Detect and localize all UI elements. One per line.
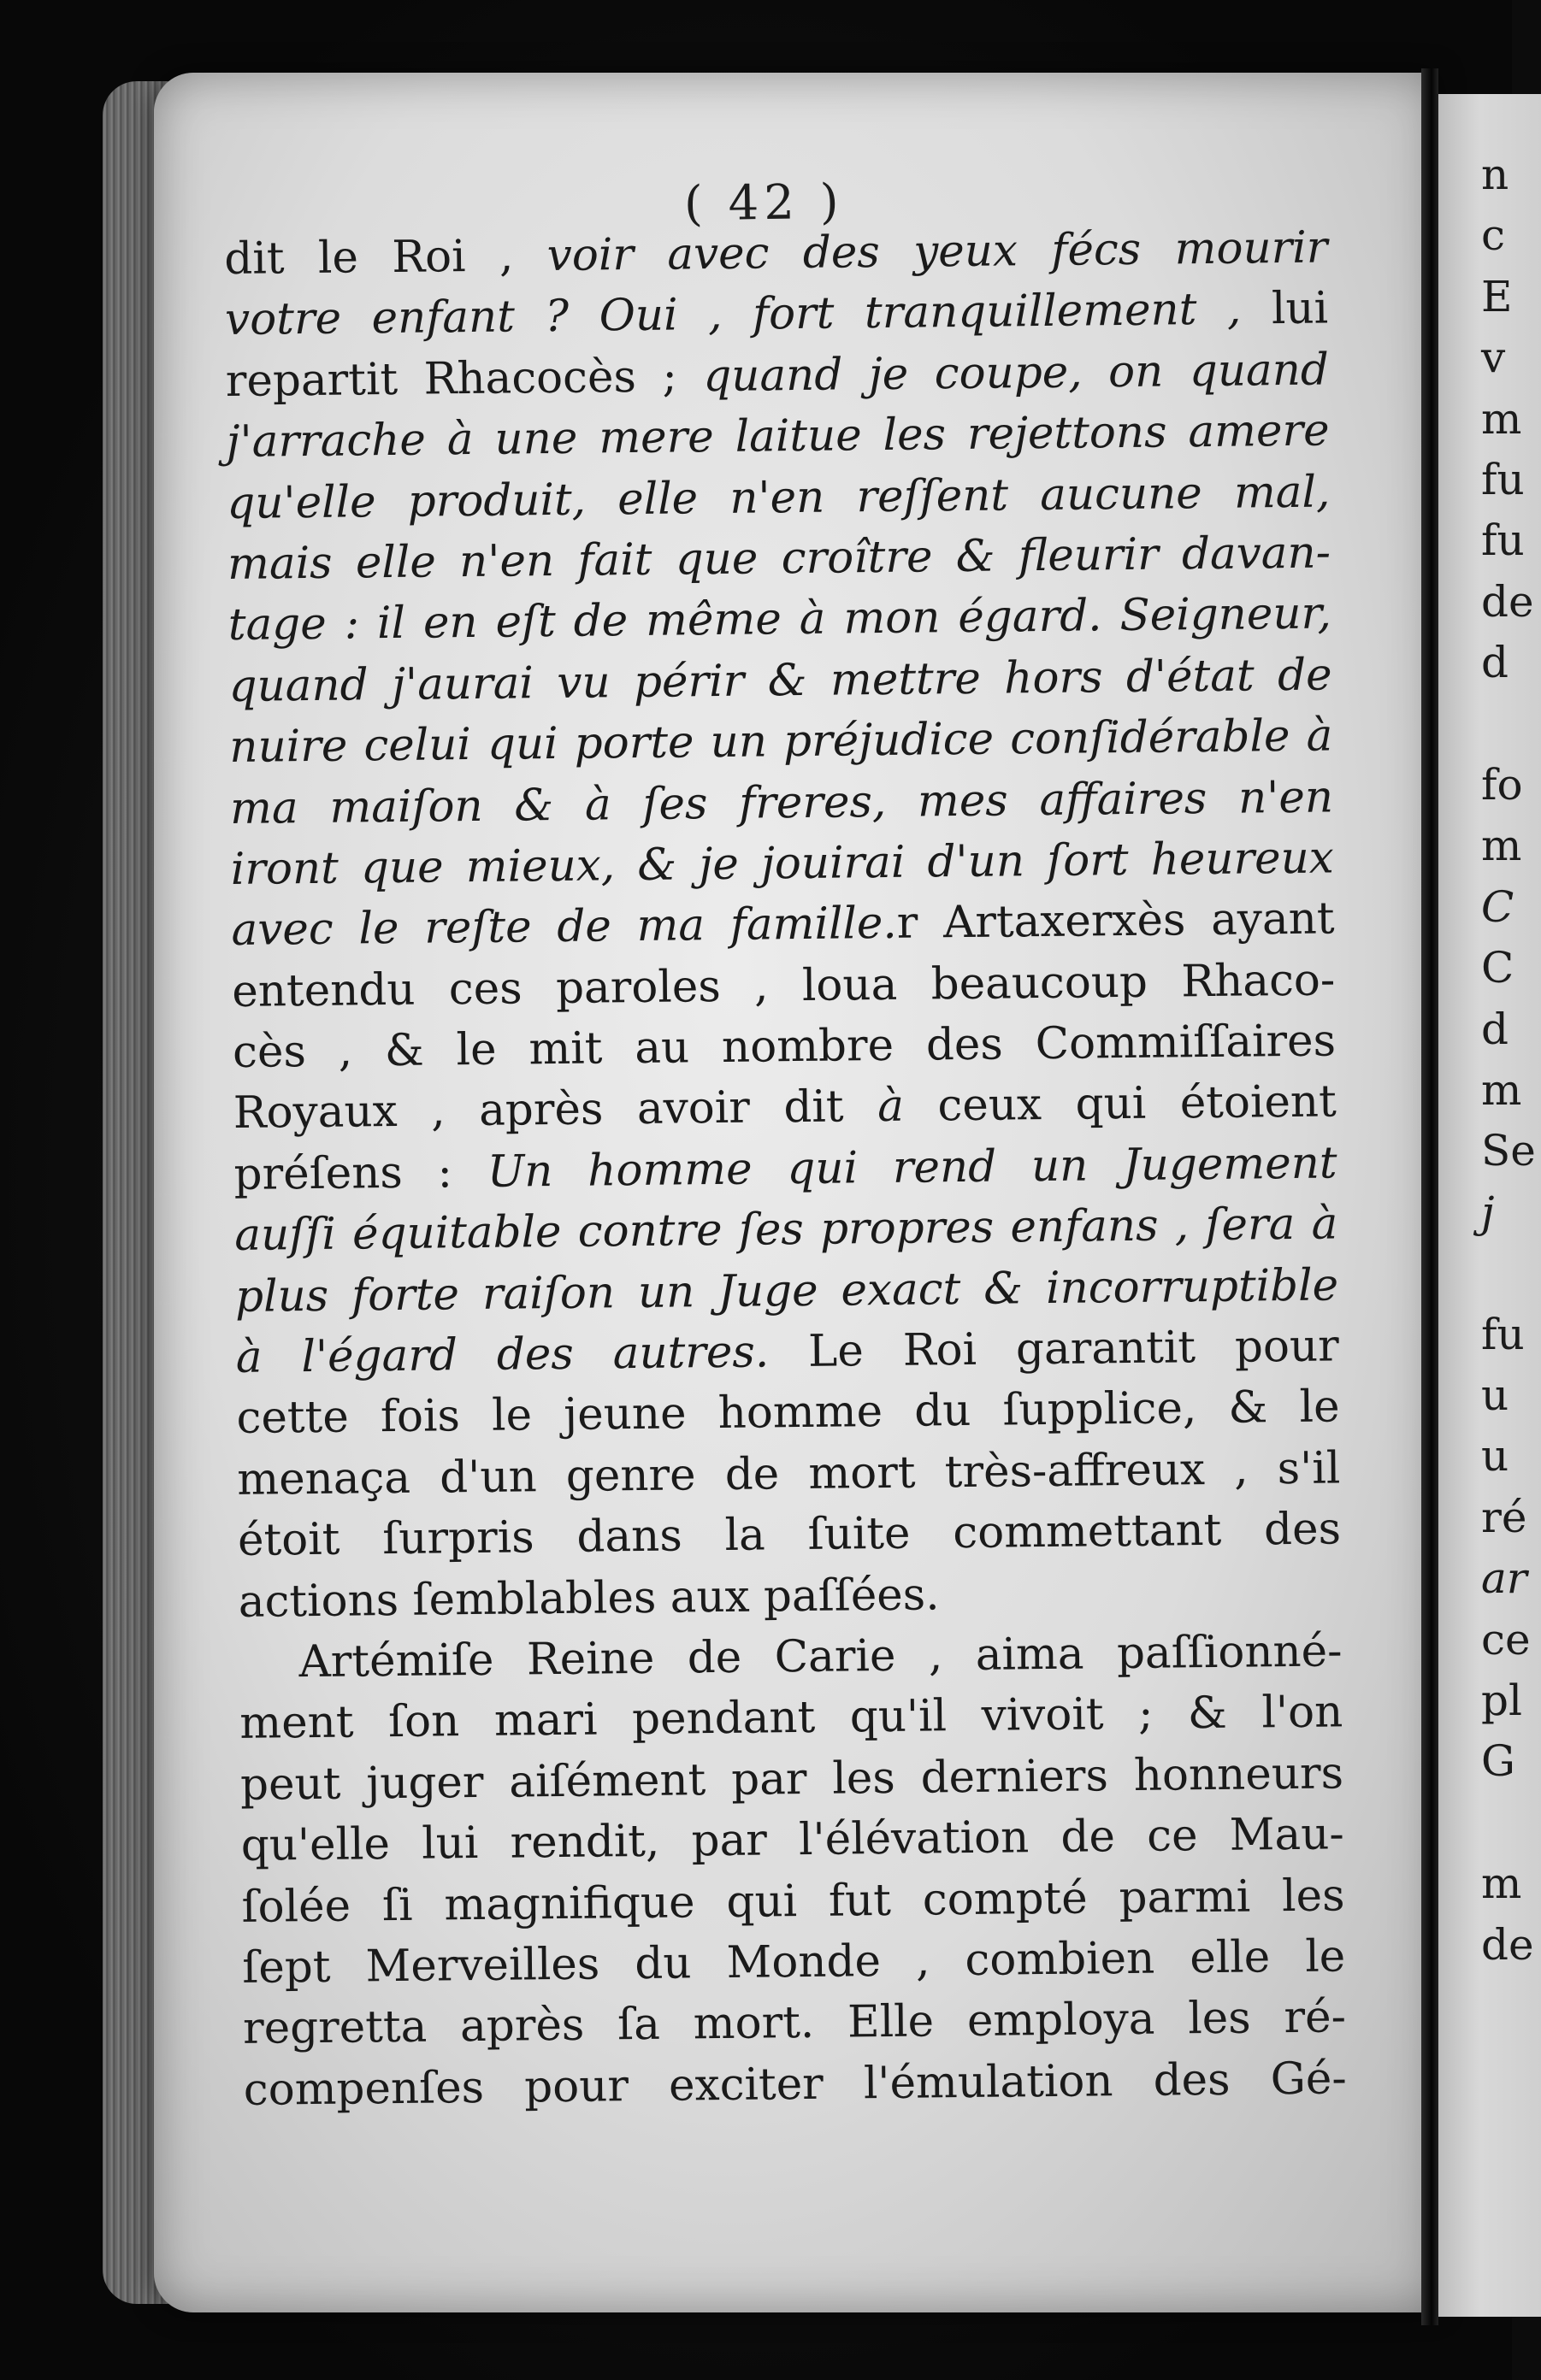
italic-run: tage : il en eſt de même à mon égard. Seigneur, [227, 587, 1332, 651]
facing-page-fragment: de [1481, 1919, 1534, 1970]
facing-page-fragment: m [1481, 1859, 1522, 1909]
facing-page-fragment: c [1481, 210, 1506, 261]
italic-run: voir avec des yeux fécs mourir [546, 221, 1328, 282]
facing-page-fragment: n [1481, 150, 1509, 199]
text-line [230, 767, 1334, 839]
italic-run: auſſi équitable contre ſes propres enfans , ſera à [234, 1198, 1338, 1262]
italic-run: ma maiſon & à ſes freres, mes affaires n'en [229, 770, 1334, 834]
roman-run: regretta après ſa mort. Elle employa les ré- [242, 1991, 1347, 2055]
italic-run: plus forte raiſon un Juge exact & incorruptible [234, 1259, 1339, 1323]
text-line [237, 1438, 1341, 1511]
text-line [224, 217, 1328, 290]
facing-page-fragment: ce [1481, 1614, 1531, 1664]
facing-page-fragment: fu [1481, 515, 1525, 566]
facing-page-fragment: Se [1481, 1126, 1536, 1176]
text-line [233, 1011, 1337, 1084]
facing-page-fragment: j [1481, 1187, 1495, 1237]
roman-run: qu'elle lui rendit, par l'élévation de ce Mau- [240, 1808, 1345, 1872]
roman-run: Le Roi garantit pour [768, 1320, 1340, 1378]
roman-run: actions ſemblables aux paſſées. [238, 1568, 940, 1628]
facing-page-fragment: m [1481, 821, 1522, 871]
roman-run: préſens : [233, 1146, 488, 1200]
text-line [241, 1865, 1345, 1938]
text-line [231, 889, 1335, 962]
roman-run: repartit Rhacocès ; [225, 350, 704, 407]
roman-run: cès , & le mit au nombre des Commiſſaires [232, 1015, 1337, 1079]
text-line [232, 950, 1336, 1022]
text-line [225, 279, 1329, 351]
roman-run: étoit ſurpris dans la ſuite commettant des [237, 1503, 1342, 1567]
facing-page-fragment: u [1481, 1431, 1509, 1482]
roman-run: r Artaxerxès ayant [896, 892, 1335, 950]
roman-run: Artémiſe Reine de Carie , aima paſſionné- [298, 1625, 1343, 1688]
text-line [228, 645, 1332, 717]
facing-page-fragment: v [1481, 333, 1506, 383]
facing-page-fragment: pl [1481, 1676, 1522, 1725]
roman-run: dit le Roi , [224, 230, 548, 285]
text-line [242, 1926, 1346, 1999]
roman-run: compenſes pour exciter l'émulation des Gé- [243, 2053, 1348, 2116]
roman-run: lui [1271, 282, 1329, 335]
facing-page-fragment: fo [1481, 760, 1523, 810]
facing-page-fragment: d [1481, 638, 1509, 688]
text-line [239, 1682, 1343, 1755]
facing-page-fragment: C [1481, 881, 1514, 932]
text-line [225, 339, 1329, 412]
facing-page-fragment: fu [1481, 455, 1525, 504]
text-line [235, 1316, 1339, 1388]
roman-run: cette fois le jeune homme du ſupplice, & le [236, 1381, 1340, 1445]
text-line [240, 1743, 1344, 1816]
text-line [230, 828, 1334, 900]
facing-page-fragment: C [1481, 943, 1514, 993]
text-line [243, 1988, 1347, 2060]
text-line [233, 1072, 1337, 1145]
italic-run: à [877, 1081, 905, 1133]
text-line [238, 1560, 1342, 1633]
roman-run: ſept Merveilles du Monde , combien elle le [241, 1930, 1346, 1994]
roman-run: ceux qui étoient [903, 1075, 1337, 1133]
roman-run: ment ſon mari pendant qu'il vivoit ; & l'on [239, 1686, 1343, 1750]
text-line [239, 1621, 1343, 1694]
facing-page-fragment: u [1481, 1370, 1509, 1420]
facing-page-edge [1438, 94, 1541, 2317]
italic-run: votre enfant ? Oui , fort tranquillement , [224, 283, 1272, 346]
roman-run: entendu ces paroles , loua beaucoup Rhaco- [232, 954, 1336, 1017]
italic-run: nuire celui qui porte un préjudice conſidérable à [229, 710, 1333, 774]
facing-page-fragment: m [1481, 393, 1522, 444]
text-line [226, 401, 1330, 474]
facing-page-fragment: de [1481, 576, 1534, 627]
facing-page-fragment: m [1481, 1065, 1522, 1115]
italic-run: à l'égard des autres. [235, 1326, 770, 1383]
italic-run: Un homme qui rend un Jugement [487, 1137, 1337, 1198]
text-line [227, 522, 1331, 595]
text-line [243, 2048, 1347, 2121]
text-line [238, 1499, 1342, 1572]
roman-run: menaça d'un genre de mort très-affreux , s'il [237, 1442, 1341, 1505]
italic-run: j'arrache à une mere laitue les rejettons amere [226, 404, 1330, 468]
roman-run: Royaux , après avoir dit [233, 1081, 878, 1140]
facing-page-fragment: ré [1481, 1492, 1527, 1542]
italic-run: mais elle n'en fait que croître & fleurir davan- [227, 527, 1331, 590]
page-text [224, 217, 1347, 2120]
roman-run: peut juger aiſément par les derniers honneurs [239, 1747, 1344, 1811]
text-line [229, 706, 1333, 779]
italic-run: iront que mieux, & je jouirai d'un ſort heureux [230, 832, 1335, 895]
text-line [240, 1805, 1344, 1877]
text-line [227, 462, 1331, 534]
facing-page-fragment: G [1481, 1736, 1515, 1787]
italic-run: quand je coupe, on quand [702, 344, 1330, 402]
text-line [234, 1194, 1338, 1267]
facing-page-fragment: d [1481, 1004, 1509, 1054]
text-line [235, 1255, 1339, 1328]
book-gutter [1421, 68, 1438, 2325]
facing-page-fragment: E [1481, 271, 1513, 321]
text-line [236, 1377, 1340, 1450]
italic-run: quand j'aurai vu périr & mettre hors d'état de [228, 649, 1332, 712]
text-line [233, 1133, 1337, 1205]
page-number: ( 42 ) [683, 174, 845, 233]
italic-run: avec le reſte de ma famille. [231, 898, 898, 957]
facing-page-fragment: fu [1481, 1309, 1525, 1359]
italic-run: qu'elle produit, elle n'en reſſent aucune mal, [227, 466, 1331, 529]
text-line [227, 584, 1331, 657]
facing-page-fragment: ar [1481, 1553, 1527, 1604]
roman-run: ſolée ſi magnifique qui fut compté parmi les [241, 1869, 1345, 1933]
